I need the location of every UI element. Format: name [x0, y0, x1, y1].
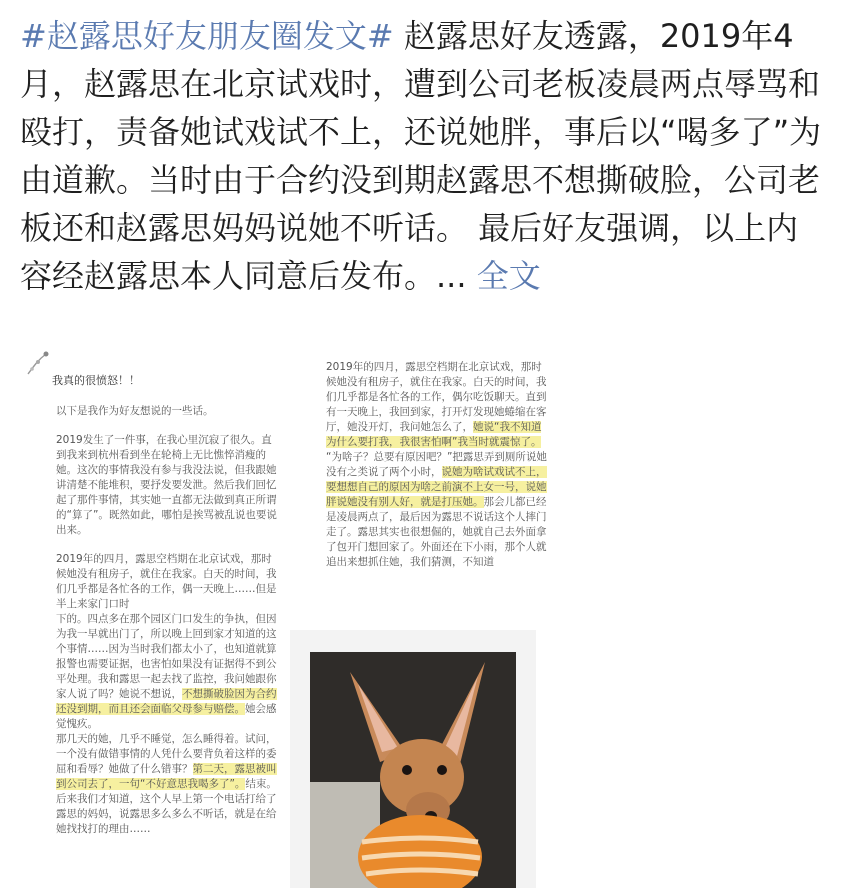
right-screenshot-page [306, 348, 554, 603]
dog-photo-card [290, 630, 536, 888]
highlighted-text: 她说“我不知道为什么要打我，我很害怕啊”我当时就震惊了。 [326, 421, 542, 448]
paragraph [326, 450, 548, 570]
dog-photo [310, 652, 516, 888]
text-segment: 下的。四点多在那个园区门口发生的争执，但因为我一早就出门了，所以晚上回到家才知道的这个事情……因为当时我们都太小了，也知道就算报警也需要证据，也害怕如果没有证据得不到公平处理。我和露思一起去找了监控，我问她跟你家人说了吗？她说不想说， [56, 613, 277, 700]
post-body: 赵露思好友透露，2019年4月，赵露思在北京试戏时，遭到公司老板凌晨两点辱骂和殴打，责备她试戏试不上，还说她胖，事后以“喝多了”为由道歉。当时由于合约没到期赵露思不想撕破脸，公司老板还和赵露思妈妈说她不听话。 最后好友强调，以上内容经赵露思本人同意后发布。... [20, 17, 822, 295]
post-image[interactable] [20, 348, 830, 888]
paragraph: 2019年的四月，露思空档期在北京试戏，那时候她没有租房子，就住在我家。白天的时间，我们几乎都是各忙各的工作，偶一天晚上……但是半上来家门口时 [56, 553, 277, 610]
expand-full-text-link[interactable]: 全文 [476, 257, 541, 295]
paragraph [326, 360, 548, 450]
hashtag-link[interactable]: #赵露思好友朋友圈发文# [20, 17, 394, 55]
text-segment: 2019年的四月，露思空档期在北京试戏，那时候她没有租房子，就住在我家。白天的时间，我们几乎都是各忙各的工作，偶尔吃饭聊天。直到有一天晚上，我回到家，打开灯发现她蜷缩在客厅，她没开灯，我问她怎么了， [326, 361, 547, 433]
text-segment: 她会感觉愧疚。 [56, 703, 277, 730]
paragraph: 2019发生了一件事，在我心里沉寂了很久。直到我来到杭州看到坐在轮椅上无比憔悴消瘦的她。这次的事情我没有参与我没法说，但我跟她讲清楚不能堆积，要抒发要发泄。然后我们回忆起了那件事情，其实她一直都无法做到真正所谓的“算了”。既然如此，哪怕是挨骂被乱说也要说出来。 [56, 434, 277, 536]
highlighted-text: 说她为啥试戏试不上，要想想自己的原因为啥之前演不上女一号，说她胖说她没有别人好，就是打压她。 [326, 466, 547, 508]
highlighted-text: 不想撕破脸因为合约还没到期，而且还会面临父母参与赔偿。 [56, 688, 277, 715]
flower-icon [24, 350, 54, 378]
text-segment: “为啥子？总要有原因吧？”把露思弄到厕所说她没有之类说了两个小时， [326, 451, 547, 478]
screenshot-header-text: 我真的很愤怒！！ [52, 374, 140, 387]
paragraph: 后来我们才知道，这个人早上第一个电话打给了露思的妈妈，说露思多么多么不听话，就是在给她找找打的理由…… [56, 793, 277, 835]
highlighted-text: 第二天，露思被叫到公司去了，一句“不好意思我喝多了”。 [56, 763, 277, 790]
text-segment: 那会儿都已经是凌晨两点了，最后因为露思不说话这个人摔门走了。露思其实也很想倔的，她就自己去外面拿了包开门想回家了。外面还在下小雨，那个人就追出来想抓住她，我们猜测，不知道 [326, 496, 547, 568]
paragraph: 以下是我作为好友想说的一些话。 [56, 405, 214, 417]
dog-illustration [310, 652, 516, 888]
text-segment: 那几天的她，几乎不睡觉，怎么睡得着。试问，一个没有做错事情的人凭什么要背负着这样的委屈和看辱？她做了什么错事？ [56, 733, 277, 775]
post-text [20, 12, 826, 300]
text-segment: 结束。 [245, 778, 277, 790]
left-screenshot-page [20, 348, 288, 888]
paragraph [56, 732, 282, 792]
paragraph [56, 612, 282, 732]
